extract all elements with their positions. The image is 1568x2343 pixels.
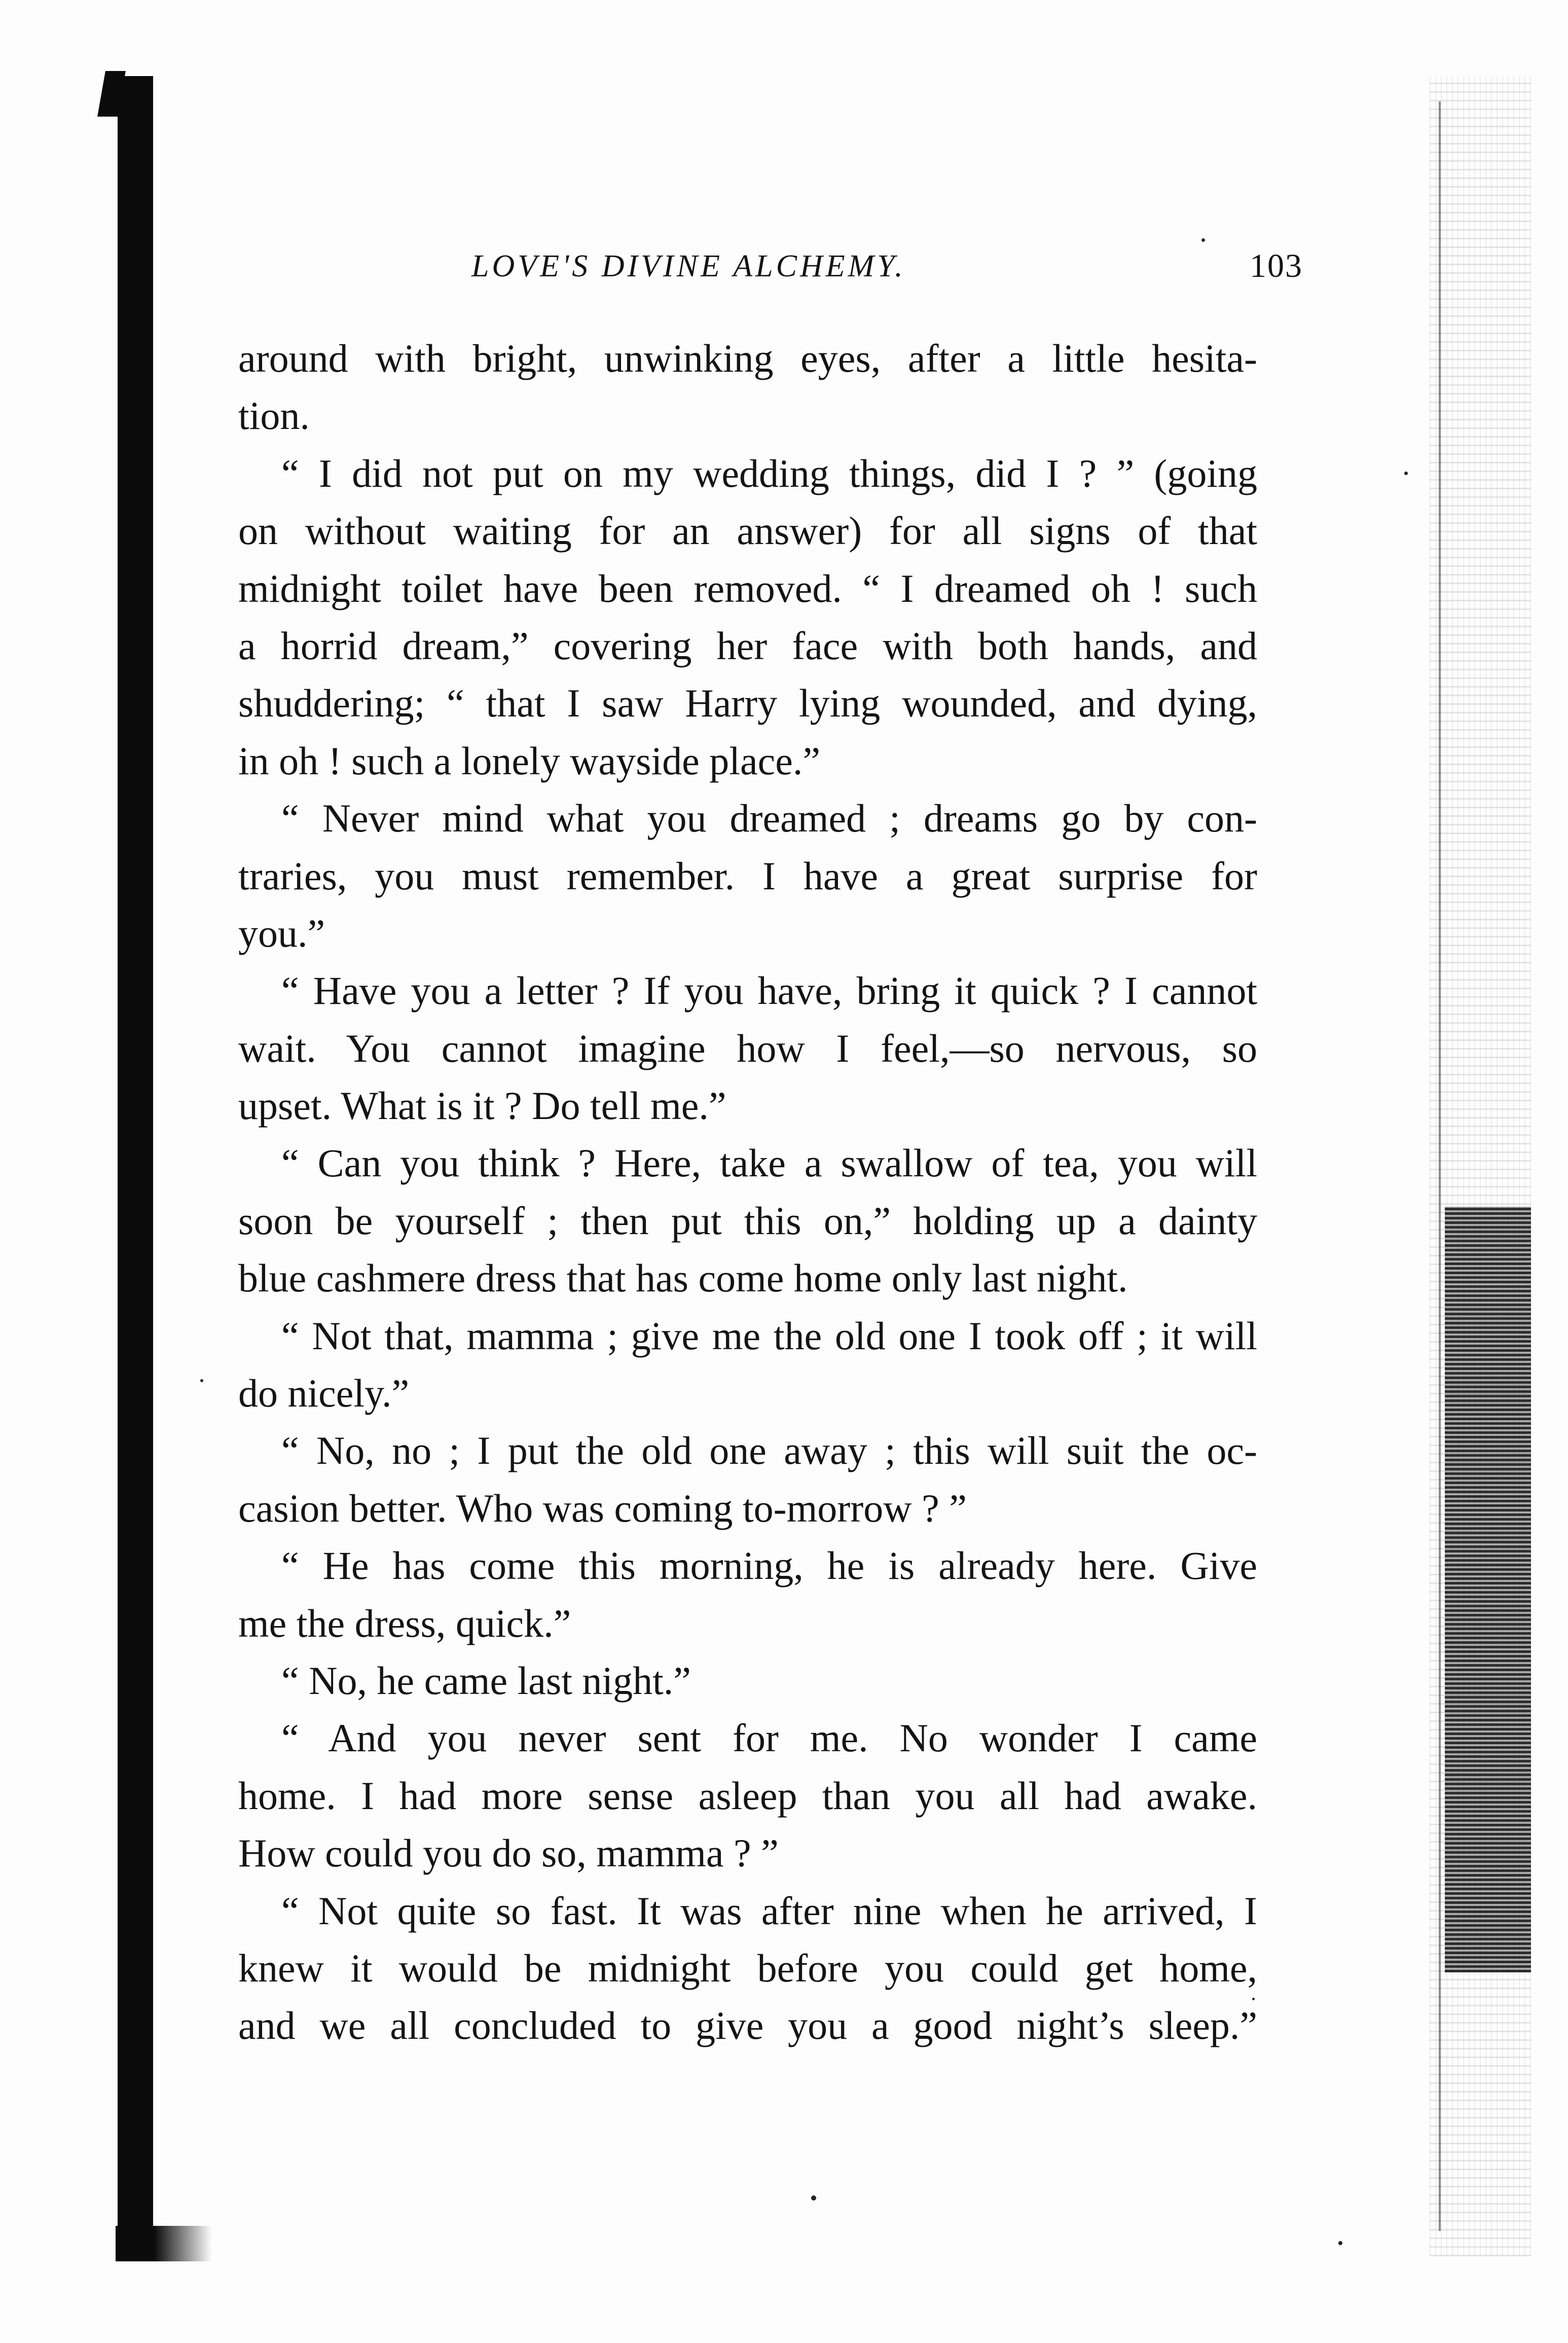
text-line: upset. What is it ? Do tell me.” xyxy=(238,1084,726,1128)
text-line: “ Never mind what you dreamed ; dreams go by con- xyxy=(281,796,1257,841)
text-line: “ Have you a letter ? If you have, bring it quick ? I cannot xyxy=(281,968,1257,1013)
text-line: “ Can you think ? Here, take a swallow of tea, you will xyxy=(281,1141,1257,1185)
text-line: “ No, he came last night.” xyxy=(281,1658,691,1703)
text-line: me the dress, quick.” xyxy=(238,1601,571,1645)
page-number: 103 xyxy=(1250,247,1303,284)
binding-shadow xyxy=(118,76,153,2256)
text-line: and we all concluded to give you a good night’s sleep.” xyxy=(238,2003,1257,2048)
ink-speck xyxy=(1252,1998,1255,2000)
ink-speck xyxy=(1404,472,1408,475)
text-line: “ Not that, mamma ; give me the old one I took off ; it will xyxy=(281,1313,1257,1358)
text-line: wait. You cannot imagine how I feel,—so nervous, so xyxy=(238,1026,1257,1070)
text-line: “ Not quite so fast. It was after nine when he arrived, I xyxy=(281,1888,1257,1933)
text-line: How could you do so, mamma ? ” xyxy=(238,1831,779,1876)
text-line: you.” xyxy=(238,911,325,955)
text-line: tion. xyxy=(238,393,310,438)
text-line: knew it would be midnight before you could get home, xyxy=(238,1945,1257,1990)
ink-speck xyxy=(1338,2241,1342,2245)
text-line: traries, you must remember. I have a great surprise for xyxy=(238,853,1257,898)
text-line: midnight toilet have been removed. “ I dreamed oh ! such xyxy=(238,566,1257,610)
text-line: “ I did not put on my wedding things, did I ? ” (going xyxy=(281,451,1257,495)
text-line: around with bright, unwinking eyes, after a little hesita- xyxy=(238,336,1257,380)
text-line: “ And you never sent for me. No wonder I came xyxy=(281,1716,1257,1760)
text-line: blue cashmere dress that has come home only last night. xyxy=(238,1256,1128,1301)
text-line: in oh ! such a lonely wayside place.” xyxy=(238,738,820,783)
ink-speck xyxy=(200,1379,203,1382)
text-line: soon be yourself ; then put this on,” holding up a dainty xyxy=(238,1198,1257,1243)
text-line: on without waiting for an answer) for all signs of that xyxy=(238,509,1257,553)
ink-speck xyxy=(811,2195,816,2201)
text-line: do nicely.” xyxy=(238,1371,410,1416)
running-header xyxy=(471,238,1303,294)
ink-speck xyxy=(1201,238,1205,242)
text-line: shuddering; “ that I saw Harry lying wounded, and dying, xyxy=(238,681,1257,726)
text-line: a horrid dream,” covering her face with both hands, and xyxy=(238,623,1257,668)
text-line: home. I had more sense asleep than you all had awake. xyxy=(238,1773,1257,1818)
text-line: casion better. Who was coming to-morrow ? ” xyxy=(238,1486,967,1530)
binding-shadow-foot xyxy=(116,2226,212,2261)
page-edge-shadow xyxy=(1445,1207,1531,1972)
body-text xyxy=(238,330,1257,2054)
running-title: LOVE'S DIVINE ALCHEMY. xyxy=(471,249,906,283)
text-line: “ No, no ; I put the old one away ; this will suit the oc- xyxy=(281,1428,1257,1473)
text-line: “ He has come this morning, he is already here. Give xyxy=(281,1543,1257,1588)
